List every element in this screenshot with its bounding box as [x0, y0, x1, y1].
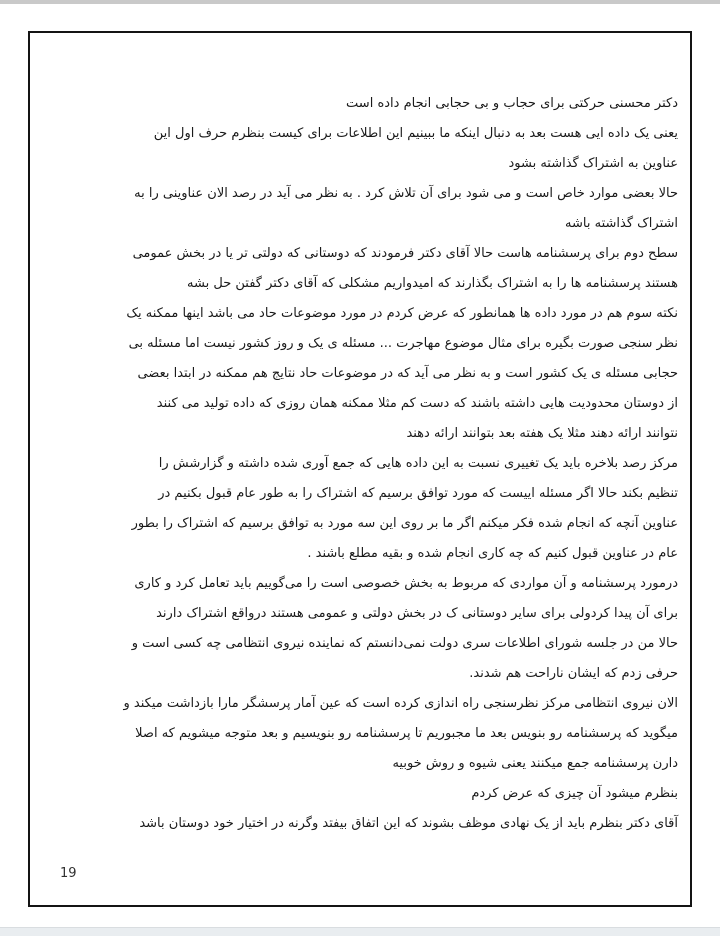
text-line: سطح دوم برای پرسشنامه هاست حالا آقای دکتر فرمودند که دوستانی که دولتی تر یا در بخش عمومی	[132, 246, 678, 261]
text-line: عناوین آنچه که انجام شده فکر میکنم اگر ما بر روی این سه مورد به توافق برسیم که اشتراک را بطور	[131, 516, 678, 531]
text-line: نتوانند ارائه دهند مثلا یک هفته بعد بتوانند ارائه دهند	[406, 426, 678, 441]
page-number: 19	[60, 866, 77, 881]
text-line: حالا بعضی موارد خاص است و می شود برای آن تلاش کرد . به نظر می آید در رصد الان عناوینی را به	[134, 186, 678, 201]
text-line: تنظیم بکند حالا اگر مسئله اییست که مورد توافق برسیم که اشتراک را به طور عام قبول بکنیم در	[158, 486, 678, 501]
text-line: دکتر محسنی حرکتی برای حجاب و بی حجابی انجام داده است	[346, 96, 678, 111]
text-line: یعنی یک داده ایی هست بعد به دنبال اینکه ما ببینیم این اطلاعات برای کیست بنظرم حرف اول این	[153, 126, 678, 141]
text-line: حجابی مسئله ی یک کشور است و به نظر می آید که در موضوعات حاد نتایج هم ممکنه در ابتدا بعضی	[137, 366, 678, 381]
text-line: نظر سنجی صورت بگیره برای مثال موضوع مهاجرت ... مسئله ی یک و روز کشور نیست اما مسئله بی	[128, 336, 678, 351]
text-line: اشتراک گذاشته باشه	[565, 216, 678, 231]
page-frame	[28, 31, 692, 907]
text-line: مرکز رصد بلاخره باید یک تغییری نسبت به این داده هایی که جمع آوری شده داشته و گزارشش را	[158, 456, 678, 471]
text-line: از دوستان محدودیت هایی داشته باشند که دست کم مثلا ممکنه همان روزی که داده تولید می کنند	[156, 396, 678, 411]
document-text	[60, 89, 678, 839]
text-line: حالا من در جلسه شورای اطلاعات سری دولت نمی‌دانستم که نماینده نیروی انتظامی چه کسی است و	[131, 636, 678, 651]
text-line: دارن پرسشنامه جمع میکنند یعنی شیوه و روش خوبیه	[392, 756, 678, 771]
text-line: برای آن پیدا کردولی برای سایر دوستانی ک در بخش دولتی و عمومی هستند درواقع اشتراک دارند	[156, 606, 678, 621]
bottom-window-edge	[0, 927, 720, 936]
text-line: میگوید که پرسشنامه رو بنویس بعد ما مجبوریم تا پرسشنامه رو بنویسیم و بعد متوجه میشویم که اصلا	[135, 726, 678, 741]
text-line: هستند پرسشنامه ها را به اشتراک بگذارند که امیدواریم مشکلی که آقای دکتر گفتن حل بشه	[187, 276, 678, 291]
text-line: بنظرم میشود آن چیزی که عرض کردم	[471, 786, 678, 801]
text-line: حرفی زدم که ایشان ناراحت هم شدند.	[469, 666, 678, 681]
text-line: عام در عناوین قبول کنیم که چه کاری انجام شده و بقیه مطلع باشند .	[307, 546, 678, 561]
text-line: الان نیروی انتظامی مرکز نظرسنجی راه اندازی کرده است که عین آمار پرسشگر مارا بازداشت میکند و	[123, 696, 678, 711]
text-line: نکته سوم هم در مورد داده ها همانطور که عرض کردم در مورد موضوعات حاد می باشد اینها ممکنه یک	[126, 306, 678, 321]
top-window-edge	[0, 0, 720, 4]
text-line: عناوین به اشتراک گذاشته بشود	[508, 156, 678, 171]
text-line: آقای دکتر بنظرم باید از یک نهادی موظف بشوند که این اتفاق بیفتد وگرنه در اختیار خود دوستان باشد	[139, 816, 678, 831]
text-line: درمورد پرسشنامه و آن مواردی که مربوط به بخش خصوصی است را می‌گوییم باید تعامل کرد و کاری	[134, 576, 678, 591]
